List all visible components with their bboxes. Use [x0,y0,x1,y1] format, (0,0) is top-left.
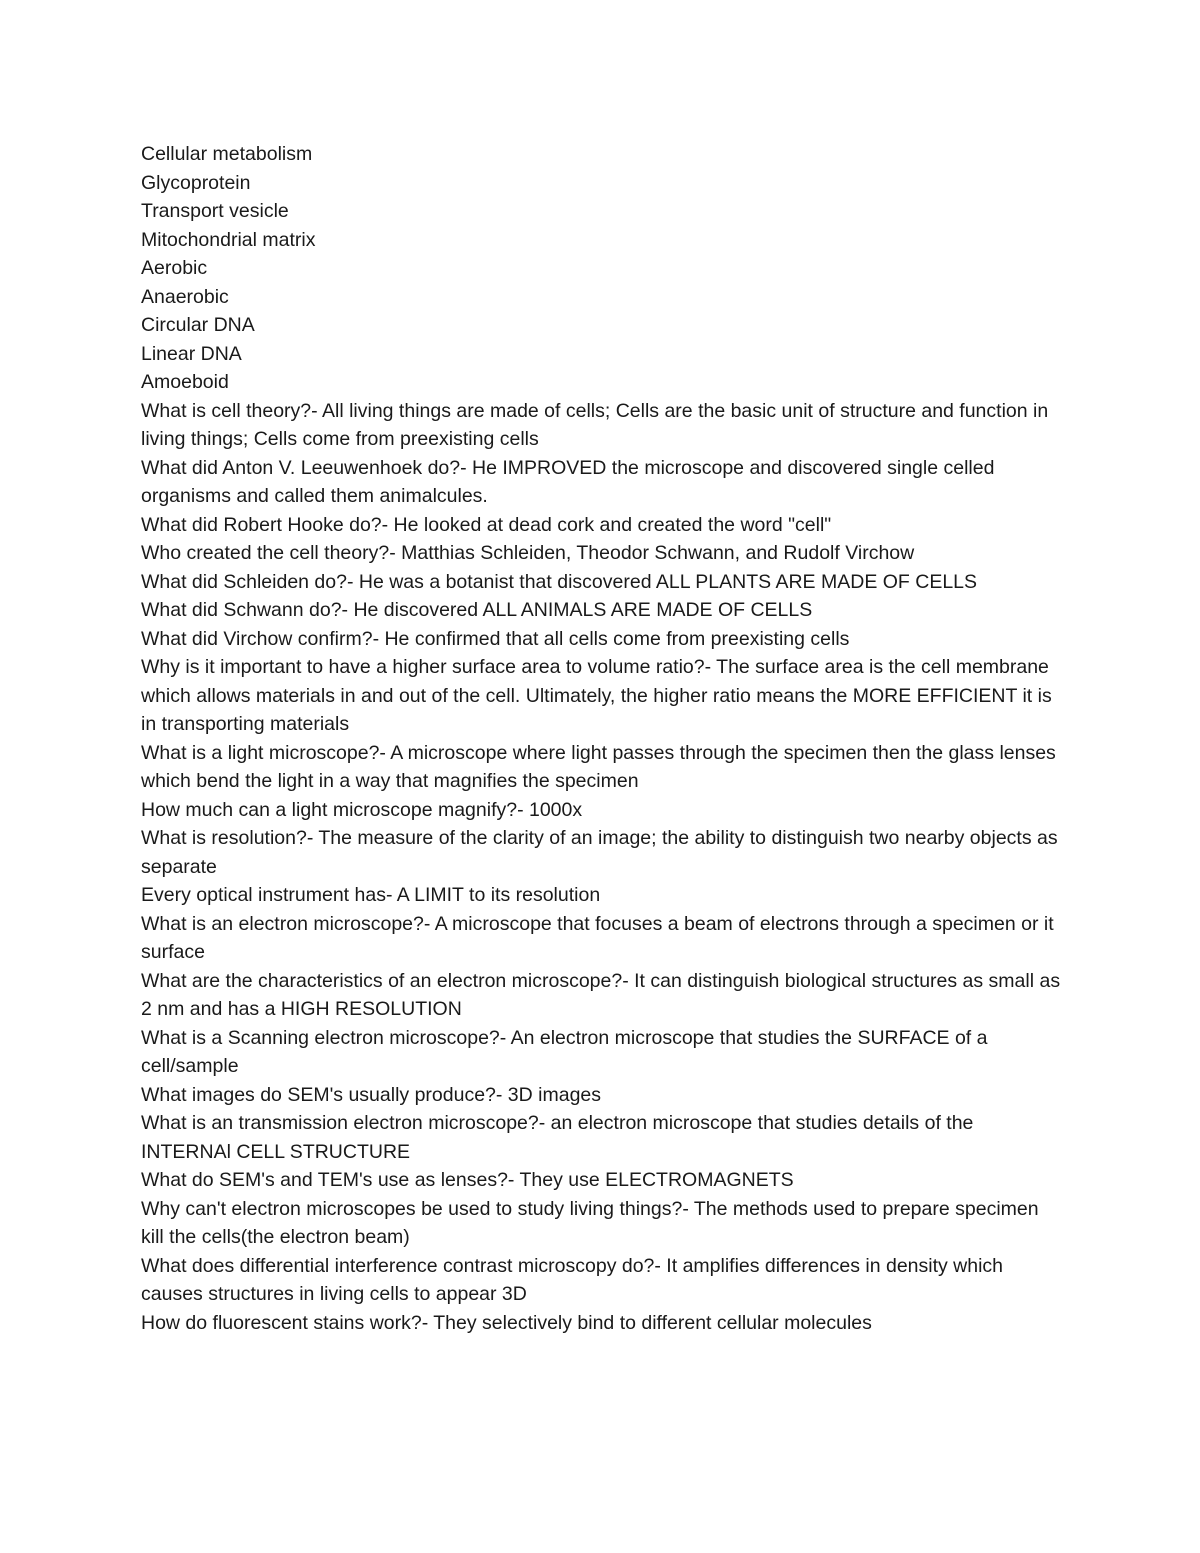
qa-line: What is cell theory?- All living things are made of cells; Cells are the basic unit of structure and function in living things; Cells come from preexisting cells [141,399,1049,450]
qa-line: What is an transmission electron microscope?- an electron microscope that studies details of the INTERNAl CELL STRUCTURE [141,1112,974,1163]
term-line: Aerobic [141,257,208,279]
term-line: Cellular metabolism [141,143,313,165]
qa-line: Who created the cell theory?- Matthias Schleiden, Theodor Schwann, and Rudolf Virchow [141,542,915,564]
document-body [141,140,1066,1337]
qa-line: What did Schwann do?- He discovered ALL ANIMALS ARE MADE OF CELLS [141,599,813,621]
qa-line: What images do SEM's usually produce?- 3D images [141,1083,602,1106]
qa-line: Every optical instrument has- A LIMIT to its resolution [141,884,601,906]
term-line: Transport vesicle [141,200,289,222]
qa-line: What is a light microscope?- A microscope where light passes through the specimen then the glass lenses which bend the light in a way that magnifies the specimen [141,741,1056,792]
qa-line: What did Virchow confirm?- He confirmed that all cells come from preexisting cells [141,627,850,650]
term-line: Anaerobic [141,285,229,308]
qa-line: What did Robert Hooke do?- He looked at dead cork and created the word "cell" [141,513,832,536]
term-line: Mitochondrial matrix [141,228,316,251]
term-line: Glycoprotein [141,171,251,194]
qa-line: Why can't electron microscopes be used to study living things?- The methods used to prepare specimen kill the cells(the electron beam) [141,1197,1039,1248]
term-line: Circular DNA [141,314,255,336]
qa-line: What is a Scanning electron microscope?- An electron microscope that studies the SURFACE of a cell/sample [141,1026,988,1077]
qa-line: What did Anton V. Leeuwenhoek do?- He IMPROVED the microscope and discovered single celled organisms and called them animalcules. [141,456,995,507]
qa-line: What is resolution?- The measure of the clarity of an image; the ability to distinguish two nearby objects as separate [141,827,1058,878]
qa-line: How much can a light microscope magnify?- 1000x [141,798,583,821]
qa-line: What did Schleiden do?- He was a botanist that discovered ALL PLANTS ARE MADE OF CELLS [141,570,978,593]
term-line: Amoeboid [141,371,229,393]
qa-line: What do SEM's and TEM's use as lenses?- They use ELECTROMAGNETS [141,1169,794,1191]
qa-line: How do fluorescent stains work?- They selectively bind to different cellular molecules [141,1311,872,1334]
term-line: Linear DNA [141,342,242,365]
qa-line: What does differential interference contrast microscopy do?- It amplifies differences in density which causes structures in living cells to appear 3D [141,1254,1004,1305]
qa-line: What is an electron microscope?- A microscope that focuses a beam of electrons through a specimen or it surface [141,912,1054,963]
qa-line: Why is it important to have a higher surface area to volume ratio?- The surface area is the cell membrane which allows materials in and out of the cell. Ultimately, the higher ratio means the MORE EFFICIENT it is in transporting materials [141,656,1052,735]
qa-line: What are the characteristics of an electron microscope?- It can distinguish biological structures as small as 2 nm and has a HIGH RESOLUTION [141,969,1061,1020]
